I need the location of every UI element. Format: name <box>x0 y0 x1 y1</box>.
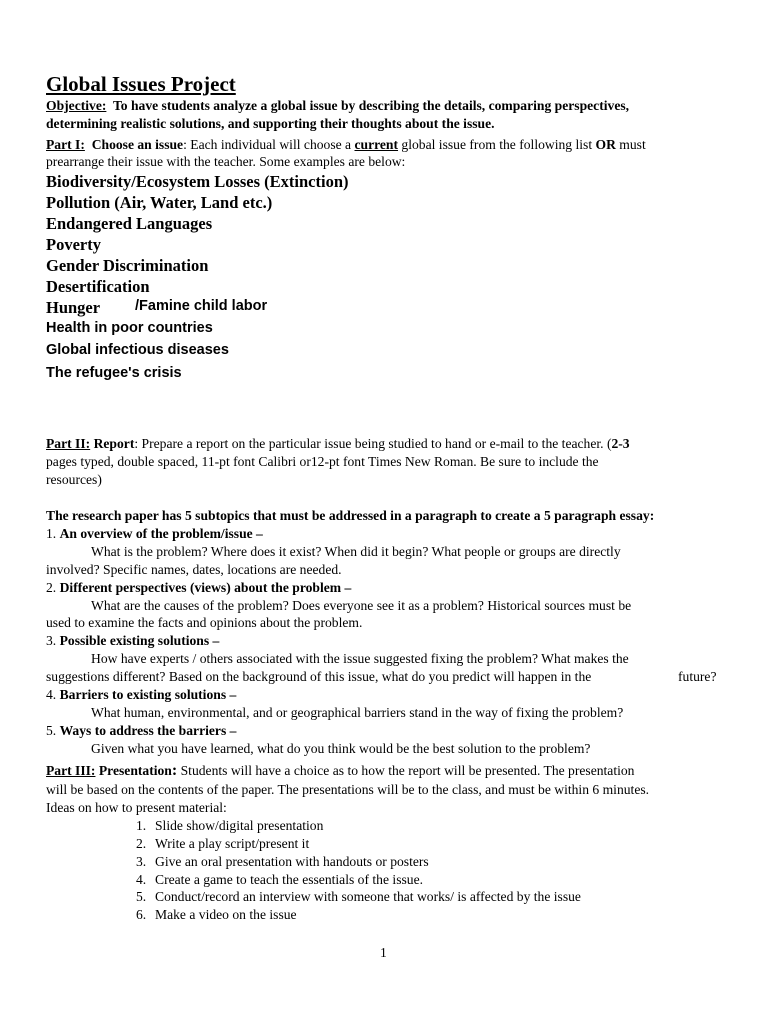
subtopic-num: 4. <box>46 687 60 702</box>
part3-heading: Presentation <box>98 763 172 778</box>
objective-line-2: determining realistic solutions, and supporting their thoughts about the issue. <box>46 116 495 131</box>
issue-item: Pollution (Air, Water, Land etc.) <box>46 193 273 212</box>
part1-heading: Choose an issue <box>91 137 184 152</box>
objective-label: Objective: <box>46 98 107 113</box>
subtopic-heading <box>46 525 263 542</box>
part1-line-1 <box>46 136 646 153</box>
issue-item-famine: /Famine child labor <box>135 298 268 314</box>
issue-item: Gender Discrimination <box>46 256 209 275</box>
part3-line-2: will be based on the contents of the paper. The presentations will be to the class, and must be within 6 minutes. <box>46 782 650 797</box>
subtopic-text: What human, environmental, and or geographical barriers stand in the way of fixing the problem? <box>91 705 624 720</box>
issue-item-hunger: Hunger <box>46 298 101 317</box>
idea-num: 6. <box>136 907 147 922</box>
idea-item: Conduct/record an interview with someone that works/ is affected by the issue <box>155 889 581 904</box>
subtopic-text: suggestions different? Based on the background of this issue, what do you predict will happen in the <box>46 669 592 684</box>
subtopic-text: Given what you have learned, what do you think would be the best solution to the problem? <box>91 741 591 756</box>
idea-num: 5. <box>136 889 147 904</box>
idea-item: Make a video on the issue <box>155 907 297 922</box>
part3-label: Part III: <box>46 763 96 778</box>
idea-item: Slide show/digital presentation <box>155 818 324 833</box>
issue-item: Global infectious diseases <box>46 342 229 358</box>
subtopic-heading <box>46 632 219 649</box>
page-title: Global Issues Project <box>46 72 236 96</box>
subtopic-heading <box>46 722 236 739</box>
subtopic-heading <box>46 579 351 596</box>
subtopic-num: 3. <box>46 633 60 648</box>
subtopic-title: An overview of the problem/issue – <box>59 526 263 541</box>
idea-num: 3. <box>136 854 147 869</box>
issue-item: Endangered Languages <box>46 214 213 233</box>
research-intro: The research paper has 5 subtopics that must be addressed in a paragraph to create a 5 paragraph essay: <box>46 508 655 523</box>
part2-text-a: : Prepare a report on the particular issue being studied to hand or e-mail to the teacher. ( <box>134 436 612 451</box>
issue-item: Biodiversity/Ecosystem Losses (Extinction) <box>46 172 349 191</box>
subtopic-text: future? <box>678 669 717 684</box>
part3-line-3: Ideas on how to present material: <box>46 800 227 815</box>
part3-colon: : <box>171 762 178 779</box>
part3-line-1 <box>46 762 634 779</box>
part3-text-a: Students will have a choice as to how the report will be presented. The presentation <box>177 763 635 778</box>
idea-item: Give an oral presentation with handouts or posters <box>155 854 429 869</box>
subtopic-num: 5. <box>46 723 60 738</box>
subtopic-title: Ways to address the barriers – <box>59 723 237 738</box>
subtopic-num: 1. <box>46 526 60 541</box>
part1-label: Part I: <box>46 137 85 152</box>
subtopic-title: Different perspectives (views) about the problem – <box>59 580 352 595</box>
subtopic-text: How have experts / others associated with the issue suggested fixing the problem? What makes the <box>91 651 629 666</box>
part2-line-2: pages typed, double spaced, 11-pt font Calibri or12-pt font Times New Roman. Be sure to include the <box>46 454 599 469</box>
part1-text-a: : Each individual will choose a <box>183 137 355 152</box>
subtopic-text: What is the problem? Where does it exist? When did it begin? What people or groups are directly <box>91 544 621 559</box>
subtopic-heading <box>46 686 236 703</box>
part1-or: OR <box>595 137 616 152</box>
subtopic-text: involved? Specific names, dates, locations are needed. <box>46 562 342 577</box>
part2-heading: Report <box>93 436 135 451</box>
subtopic-title: Barriers to existing solutions – <box>59 687 237 702</box>
subtopic-title: Possible existing solutions – <box>59 633 220 648</box>
issue-item: Desertification <box>46 277 150 296</box>
part2-line-1 <box>46 435 630 452</box>
subtopic-num: 2. <box>46 580 60 595</box>
issue-item: Poverty <box>46 235 101 254</box>
part2-line-3: resources) <box>46 472 102 487</box>
subtopic-text: used to examine the facts and opinions about the problem. <box>46 615 363 630</box>
objective-text-1: To have students analyze a global issue by describing the details, comparing perspectives, <box>112 98 630 113</box>
idea-num: 2. <box>136 836 147 851</box>
subtopic-text: What are the causes of the problem? Does everyone see it as a problem? Historical sources must be <box>91 598 632 613</box>
part1-text-b: global issue from the following list <box>398 137 596 152</box>
part1-line-2: prearrange their issue with the teacher. Some examples are below: <box>46 154 406 169</box>
part2-label: Part II: <box>46 436 91 451</box>
idea-item: Create a game to teach the essentials of the issue. <box>155 872 423 887</box>
objective-line-1 <box>46 97 629 114</box>
page-number: 1 <box>380 945 387 960</box>
part2-pages: 2-3 <box>611 436 630 451</box>
part1-text-c: must <box>615 137 646 152</box>
issue-item: Health in poor countries <box>46 320 213 336</box>
idea-num: 1. <box>136 818 147 833</box>
issue-item: The refugee's crisis <box>46 365 182 381</box>
idea-item: Write a play script/present it <box>155 836 310 851</box>
idea-num: 4. <box>136 872 147 887</box>
part1-current: current <box>354 137 399 152</box>
